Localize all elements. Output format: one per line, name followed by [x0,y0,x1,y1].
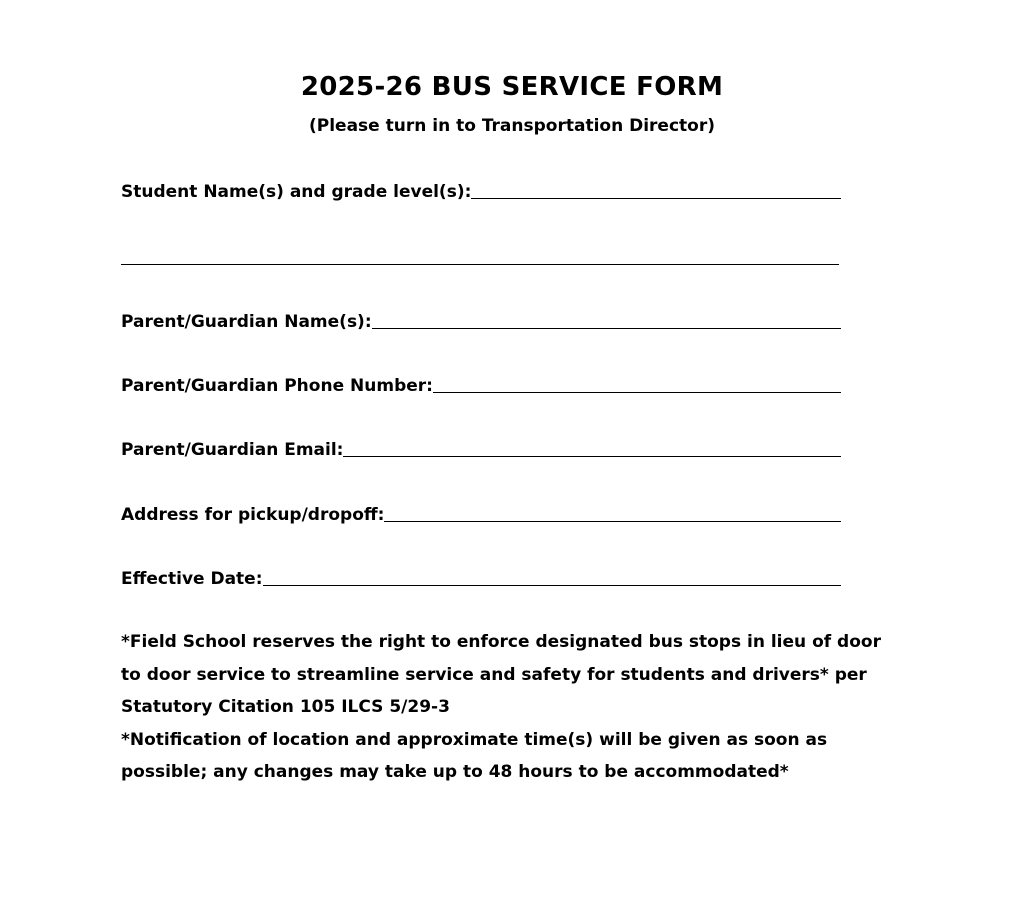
form-subtitle: (Please turn in to Transportation Director) [308,116,715,136]
parent-email-label: Parent/Guardian Email: [121,440,344,460]
address-line[interactable] [384,520,841,522]
student-name-extra-line[interactable] [121,263,839,265]
parent-email-field [121,436,841,460]
effective-date-field [121,565,841,589]
parent-name-field [121,308,841,332]
parent-name-line[interactable] [372,327,841,329]
student-name-label: Student Name(s) and grade level(s): [121,182,472,202]
parent-name-label: Parent/Guardian Name(s): [121,312,372,332]
address-field [121,501,841,525]
parent-phone-line[interactable] [433,391,841,393]
effective-date-line[interactable] [263,584,841,586]
parent-phone-label: Parent/Guardian Phone Number: [121,376,433,396]
note-notification: *Notification of location and approximate time(s) will be given as soon as possible; any changes may take up to 48 hours to be accommodated* [121,729,828,782]
parent-phone-field [121,372,841,396]
form-title: 2025-26 BUS SERVICE FORM [300,72,724,102]
note-bus-stops: *Field School reserves the right to enforce designated bus stops in lieu of door to door service to streamline service and safety for students and drivers* per Statutory Citation 105 ILCS 5/29-3 [121,632,881,717]
notes-section [121,626,881,789]
address-label: Address for pickup/dropoff: [121,505,385,525]
student-name-line[interactable] [471,197,841,199]
effective-date-label: Effective Date: [121,569,263,589]
student-name-field [121,178,841,202]
parent-email-line[interactable] [343,455,841,457]
